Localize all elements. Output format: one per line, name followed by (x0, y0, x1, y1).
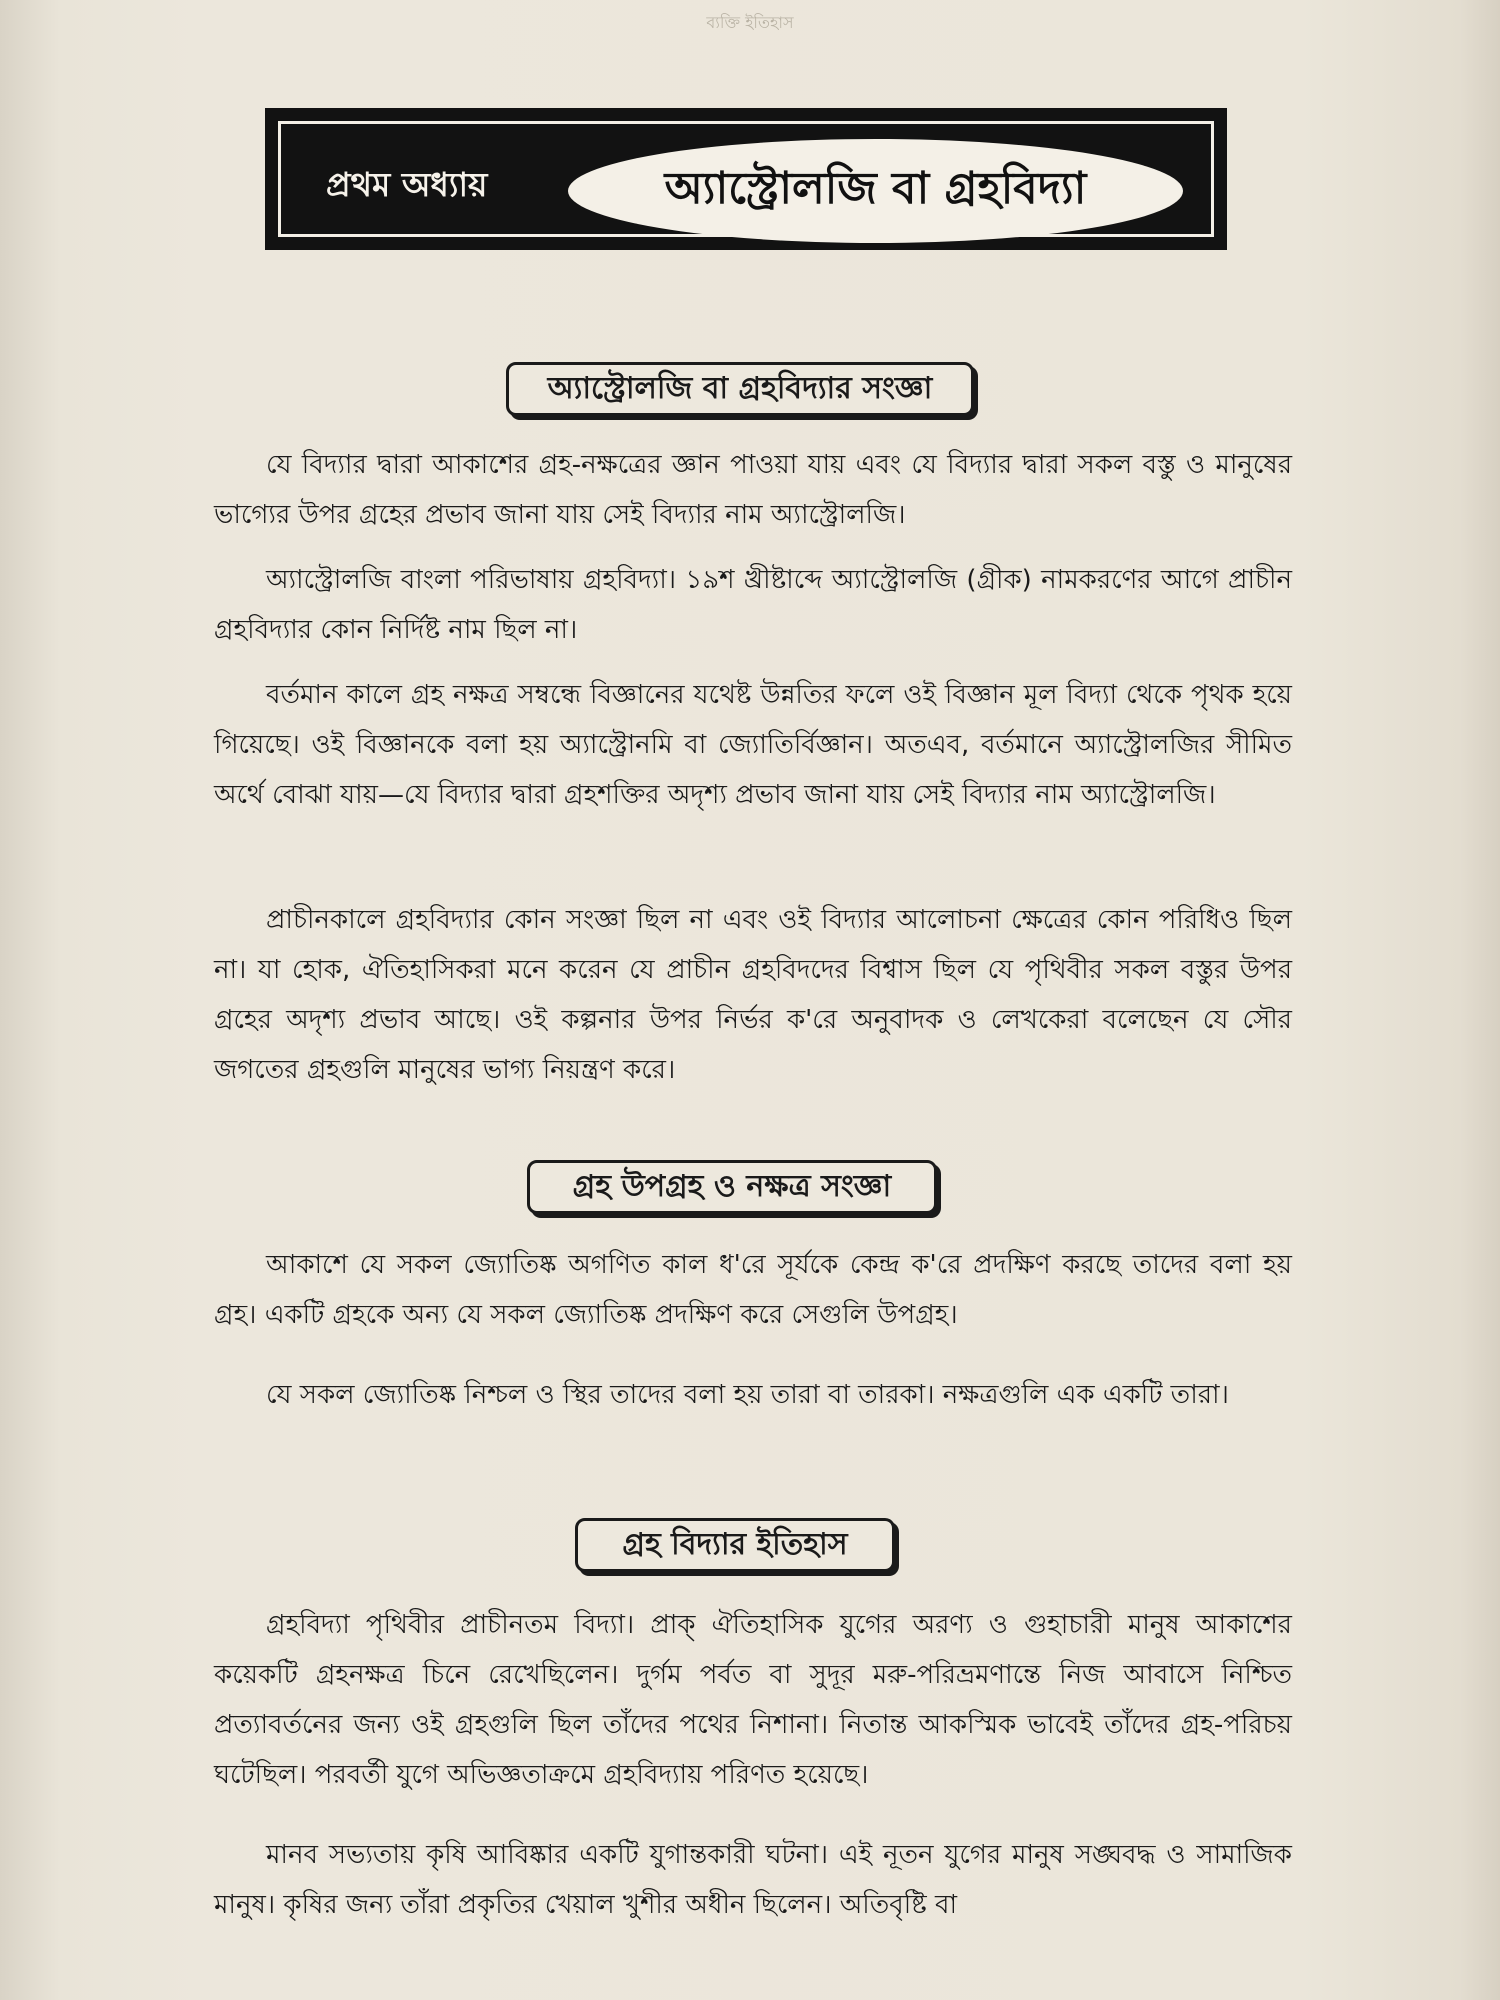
paragraph-history-2: মানব সভ্যতায় কৃষি আবিষ্কার একটি যুগান্তকারী ঘটনা। এই নূতন যুগের মানুষ সঙ্ঘবদ্ধ ও সামাজিক মানুষ। কৃষির জন্য তাঁরা প্রকৃতির খেয়াল খুশীর অধীন ছিলেন। অতিবৃষ্টি বা (214, 1840, 1292, 1920)
section-heading-planets: গ্রহ উপগ্রহ ও নক্ষত্র সংজ্ঞা (527, 1160, 937, 1214)
paragraph-history-1: গ্রহবিদ্যা পৃথিবীর প্রাচীনতম বিদ্যা। প্রাক্‌ ঐতিহাসিক যুগের অরণ্য ও গুহাচারী মানুষ আকাশের কয়েকটি গ্রহনক্ষত্র চিনে রেখেছিলেন। দুর্গম পর্বত বা সুদূর মরু-পরিভ্রমণান্তে নিজ আবাসে নিশ্চিত প্রত্যাবর্তনের জন্য ওই গ্রহগুলি ছিল তাঁদের পথের নিশানা। নিতান্ত আকস্মিক ভাবেই তাঁদের গ্রহ-পরিচয় ঘটেছিল। পরবর্তী যুগে অভিজ্ঞতাক্রমে গ্রহবিদ্যায় পরিণত হয়েছে। (214, 1610, 1292, 1790)
paragraph-planets-2: যে সকল জ্যোতিষ্ক নিশ্চল ও স্থির তাদের বলা হয় তারা বা তারকা। নক্ষত্রগুলি এক একটি তারা। (266, 1380, 1229, 1410)
section-heading-definition: অ্যাস্ট্রোলজি বা গ্রহবিদ্যার সংজ্ঞা (506, 362, 974, 416)
chapter-title-oval (568, 139, 1183, 243)
running-head: ব্যক্তি ইতিহাস (706, 13, 794, 32)
paragraph-planets-1: আকাশে যে সকল জ্যোতিষ্ক অগণিত কাল ধ'রে সূর্যকে কেন্দ্র ক'রে প্রদক্ষিণ করছে তাদের বলা হয় গ্রহ। একটি গ্রহকে অন্য যে সকল জ্যোতিষ্ক প্রদক্ষিণ করে সেগুলি উপগ্রহ। (214, 1250, 1292, 1330)
paragraph-definition-3: বর্তমান কালে গ্রহ নক্ষত্র সম্বন্ধে বিজ্ঞানের যথেষ্ট উন্নতির ফলে ওই বিজ্ঞান মূল বিদ্যা থেকে পৃথক হয়ে গিয়েছে। ওই বিজ্ঞানকে বলা হয় অ্যাস্ট্রোনমি বা জ্যোতির্বিজ্ঞান। অতএব, বর্তমানে অ্যাস্ট্রোলজির সীমিত অর্থে বোঝা যায়—যে বিদ্যার দ্বারা গ্রহশক্তির অদৃশ্য প্রভাব জানা যায় সেই বিদ্যার নাম অ্যাস্ট্রোলজি। (214, 680, 1292, 810)
chapter-label: প্রথম অধ্যায় (326, 165, 488, 204)
chapter-title: অ্যাস্ট্রোলজি বা গ্রহবিদ্যা (664, 162, 1087, 214)
paragraph-definition-4: প্রাচীনকালে গ্রহবিদ্যার কোন সংজ্ঞা ছিল না এবং ওই বিদ্যার আলোচনা ক্ষেত্রের কোন পরিধিও ছিল না। যা হোক, ঐতিহাসিকরা মনে করেন যে প্রাচীন গ্রহবিদদের বিশ্বাস ছিল যে পৃথিবীর সকল বস্তুর উপর গ্রহের অদৃশ্য প্রভাব আছে। ওই কল্পনার উপর নির্ভর ক'রে অনুবাদক ও লেখকেরা বলেছেন যে সৌর জগতের গ্রহগুলি মানুষের ভাগ্য নিয়ন্ত্রণ করে। (214, 905, 1292, 1085)
chapter-banner (265, 108, 1227, 250)
section-heading-history: গ্রহ বিদ্যার ইতিহাস (575, 1518, 895, 1572)
paragraph-definition-2: অ্যাস্ট্রোলজি বাংলা পরিভাষায় গ্রহবিদ্যা। ১৯শ খ্রীষ্টাব্দে অ্যাস্ট্রোলজি (গ্রীক) নামকরণের আগে প্রাচীন গ্রহবিদ্যার কোন নির্দিষ্ট নাম ছিল না। (214, 565, 1292, 645)
paragraph-definition-1: যে বিদ্যার দ্বারা আকাশের গ্রহ-নক্ষত্রের জ্ঞান পাওয়া যায় এবং যে বিদ্যার দ্বারা সকল বস্তু ও মানুষের ভাগ্যের উপর গ্রহের প্রভাব জানা যায় সেই বিদ্যার নাম অ্যাস্ট্রোলজি। (214, 450, 1292, 530)
